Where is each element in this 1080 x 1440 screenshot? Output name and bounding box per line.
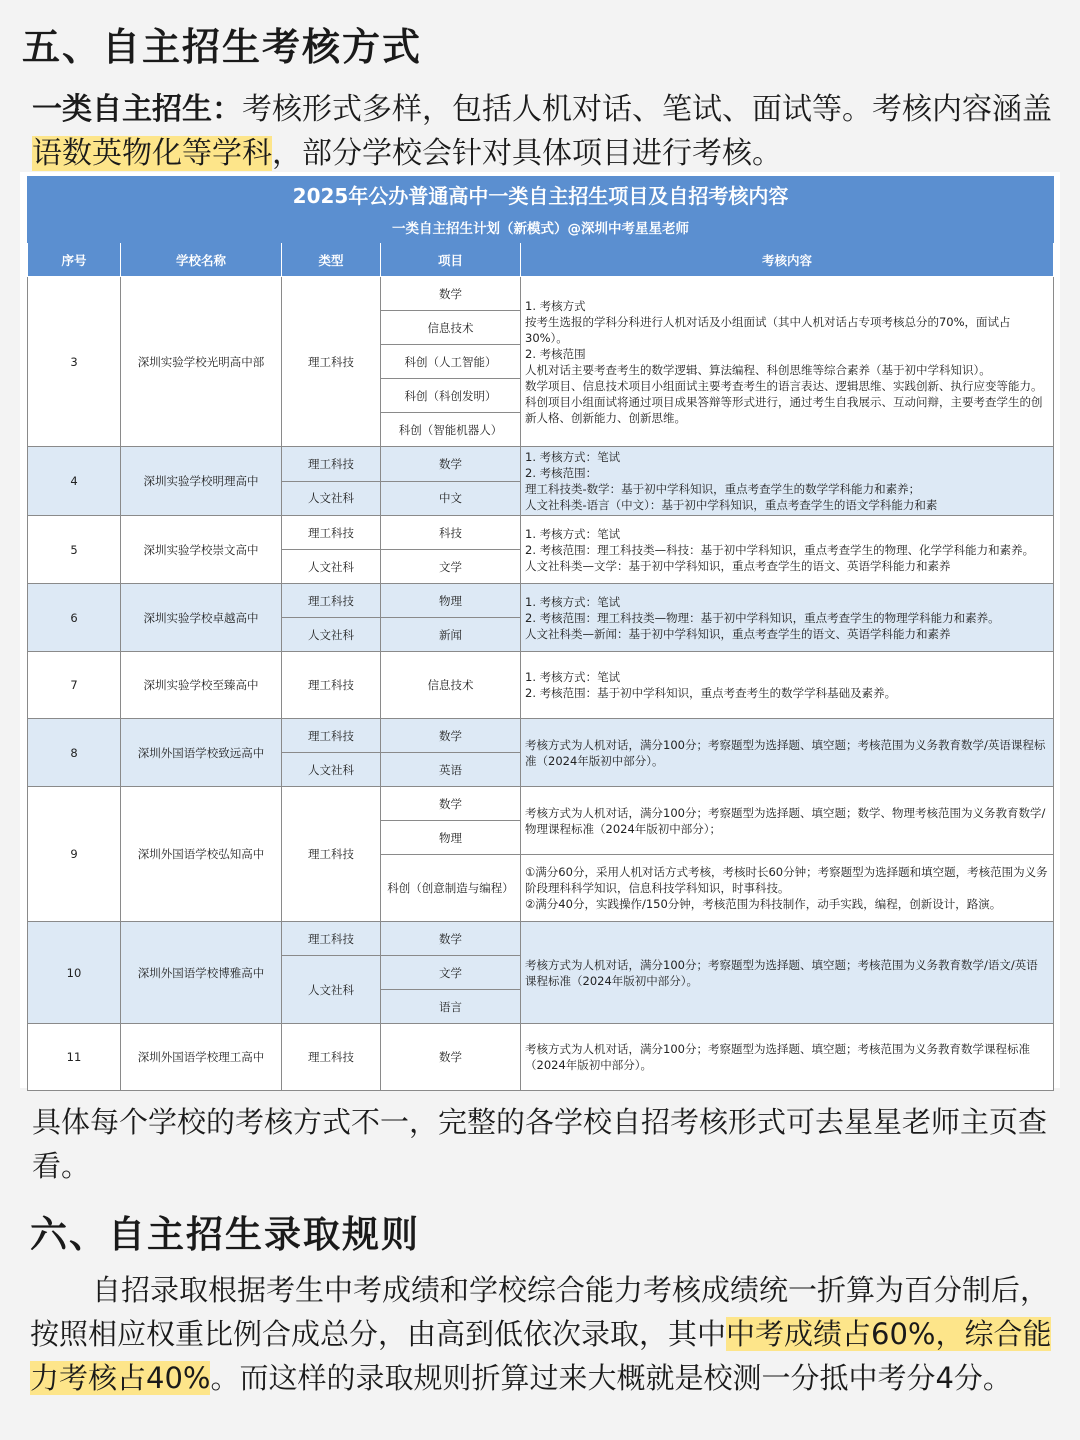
row-type: 理工科技 [282,277,381,447]
header-project: 项目 [381,243,521,277]
row-project: 语言 [381,990,521,1024]
section5-paragraph [32,88,1052,176]
row-project: 数学 [381,719,521,753]
row-type: 人文社科 [282,753,381,787]
after-table-note: 具体每个学校的考核方式不一，完整的各学校自招考核形式可去星星老师主页查看。 [32,1105,1048,1183]
row-project: 数学 [381,447,521,482]
row-type: 理工科技 [282,652,381,719]
row-school: 深圳实验学校至臻高中 [121,652,282,719]
row-num: 7 [28,652,121,719]
row-type: 理工科技 [282,922,381,956]
row-project: 信息技术 [381,652,521,719]
row-school: 深圳实验学校卓越高中 [121,584,282,652]
row-school: 深圳实验学校崇文高中 [121,516,282,584]
row-school: 深圳实验学校明理高中 [121,447,282,516]
section5-title: 五、自主招生考核方式 [22,25,423,69]
row-project: 数学 [381,1024,521,1091]
table-row [28,447,1054,482]
row-content: ①满分60分，采用人机对话方式考核，考核时长60分钟；考察题型为选择题和填空题，考核范围为义务阶段理科科学知识，信息科技学科知识，时事科技。 ②满分40分，实践操作/150分钟，考核范围为科技制作，动手实践，编程，创新设计，路演。 [521,855,1054,922]
row-project: 数学 [381,922,521,956]
row-num: 3 [28,277,121,447]
row-type: 理工科技 [282,1024,381,1091]
row-project: 数学 [381,277,521,311]
section5-text2: ，部分学校会针对具体项目进行考核。 [272,136,782,171]
row-content: 1. 考核方式：笔试 2. 考核范围：理工科技类—物理：基于初中学科知识，重点考查学生的物理学科能力和素养。 人文社科类—新闻：基于初中学科知识，重点考查学生的语文、英语学科能力和素养 [521,584,1054,652]
table-title: 2025年公办普通高中一类自主招生项目及自招考核内容 [28,177,1054,212]
exam-table [27,176,1054,1091]
row-type: 人文社科 [282,618,381,652]
row-school: 深圳外国语学校弘知高中 [121,787,282,922]
section5-highlight: 语数英物化等学科 [32,136,272,171]
row-project: 科创（创意制造与编程） [381,855,521,922]
row-type: 理工科技 [282,787,381,922]
table-row [28,652,1054,719]
row-project: 中文 [381,481,521,516]
row-project: 科创（人工智能） [381,345,521,379]
table-row [28,922,1054,956]
section6-text1: 自招录取根据考生中考成绩和学校综合能力考核成绩统一折算为百分制后，按照相应权重比例合成总分，由高到低依次录取，其中 [30,1273,1050,1351]
section5-lead: 一类自主招生： [32,92,242,127]
row-type: 理工科技 [282,584,381,618]
row-project: 科创（智能机器人） [381,413,521,447]
table-row [28,277,1054,311]
row-type: 人文社科 [282,481,381,516]
row-num: 10 [28,922,121,1024]
row-num: 9 [28,787,121,922]
header-num: 序号 [28,243,121,277]
row-project: 物理 [381,584,521,618]
section6-paragraph [30,1268,1055,1400]
header-school: 学校名称 [121,243,282,277]
row-project: 数学 [381,787,521,821]
row-type: 理工科技 [282,447,381,482]
section6-text2: 。而这样的录取规则折算过来大概就是校测一分抵中考分4分。 [210,1361,1012,1395]
row-content: 考核方式为人机对话，满分100分；考察题型为选择题、填空题；考核范围为义务教育数学课程标准（2024年版初中部分）。 [521,1024,1054,1091]
row-project: 科创（科创发明） [381,379,521,413]
row-num: 4 [28,447,121,516]
row-type: 人文社科 [282,550,381,584]
row-content: 1. 考核方式：笔试 2. 考核范围：理工科技类—科技：基于初中学科知识，重点考查学生的物理、化学学科能力和素养。 人文社科类—文学：基于初中学科知识，重点考查学生的语文、英语学科能力和素养 [521,516,1054,584]
row-content: 考核方式为人机对话，满分100分；考察题型为选择题、填空题；考核范围为义务教育数学/英语课程标准（2024年版初中部分）。 [521,719,1054,787]
row-school: 深圳外国语学校理工高中 [121,1024,282,1091]
row-content: 1. 考核方式：笔试 2. 考核范围： 理工科技类-数学：基于初中学科知识，重点考查学生的数学学科能力和素养； 人文社科类-语言（中文）：基于初中学科知识，重点考查学生的语文学科能力和素 [521,447,1054,516]
row-type: 人文社科 [282,956,381,1024]
row-type: 理工科技 [282,516,381,550]
section6-title: 六、自主招生录取规则 [30,1213,420,1256]
table-row [28,1024,1054,1091]
row-num: 11 [28,1024,121,1091]
row-school: 深圳实验学校光明高中部 [121,277,282,447]
row-school: 深圳外国语学校博雅高中 [121,922,282,1024]
row-project: 新闻 [381,618,521,652]
row-content: 考核方式为人机对话，满分100分；考察题型为选择题、填空题；考核范围为义务教育数学/语文/英语课程标准（2024年版初中部分）。 [521,922,1054,1024]
table-subtitle: 一类自主招生计划（新模式）@深圳中考星星老师 [28,212,1054,243]
row-school: 深圳外国语学校致远高中 [121,719,282,787]
row-num: 5 [28,516,121,584]
table-header-row [28,243,1054,277]
row-content: 1. 考核方式 按考生选报的学科分科进行人机对话及小组面试（其中人机对话占专项考核总分的70%，面试占30%）。 2. 考核范围 人机对话主要考查考生的数学逻辑、算法编程、科创思维等综合素养（基于初中学科知识）。 数学项目、信息技术项目小组面试主要考查考生的语言表达、逻辑思维、实践创新、执行应变等能力。 科创项目小组面试将通过项目成果答辩等形式进行，通过考生自我展示、互动问辩，主要考查学生的创新人格、创新能力、创新思维。 [521,277,1054,447]
row-num: 6 [28,584,121,652]
row-type: 理工科技 [282,719,381,753]
section5-text1: 考核形式多样，包括人机对话、笔试、面试等。考核内容涵盖 [242,92,1052,127]
header-type: 类型 [282,243,381,277]
section6-highlight: 中考成绩占60%，综合能力考核占40% [30,1317,1052,1395]
row-content: 考核方式为人机对话，满分100分；考察题型为选择题、填空题；数学、物理考核范围为义务教育数学/物理课程标准（2024年版初中部分）； [521,787,1054,855]
row-project: 英语 [381,753,521,787]
table-row [28,719,1054,753]
row-content: 1. 考核方式：笔试 2. 考核范围：基于初中学科知识，重点考查考生的数学学科基础及素养。 [521,652,1054,719]
row-project: 科技 [381,516,521,550]
table-row [28,787,1054,821]
row-project: 物理 [381,821,521,855]
row-project: 文学 [381,956,521,990]
header-content: 考核内容 [521,243,1054,277]
table-row [28,516,1054,550]
row-project: 文学 [381,550,521,584]
row-num: 8 [28,719,121,787]
exam-table-card [20,172,1060,1088]
row-project: 信息技术 [381,311,521,345]
table-row [28,584,1054,618]
